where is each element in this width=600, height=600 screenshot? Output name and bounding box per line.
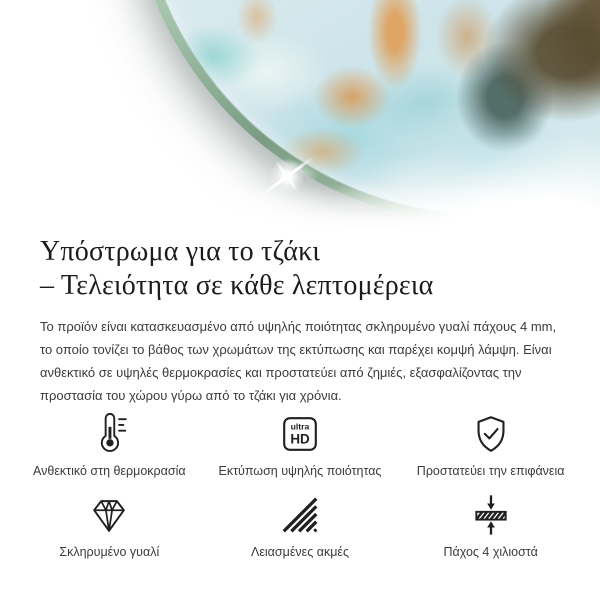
thickness-icon (468, 492, 514, 538)
feature-label: Σκληρυμένο γυαλί (59, 545, 160, 559)
page-title-line1: Υπόστρωμα για το τζάκι (40, 236, 321, 267)
shield-check-icon (468, 411, 514, 457)
product-photo (0, 0, 600, 230)
feature-label: Ανθεκτικό στη θερμοκρασία (33, 464, 186, 478)
page-title (40, 235, 560, 303)
thermometer-icon (86, 411, 132, 457)
description-line: το οποίο τονίζει το βάθος των χρωμάτων της εκτύπωσης και παρέχει κομψή λάμψη. Είναι (40, 342, 552, 357)
feature-temperature (14, 411, 205, 478)
feature-label: Προστατεύει την επιφάνεια (416, 464, 565, 478)
photo-fade-bottom (0, 0, 600, 230)
diamond-icon (86, 492, 132, 538)
description-line: Το προϊόν είναι κατασκευασμένο από υψηλής ποιότητας σκληρυμένο γυαλί πάχους 4 mm, (40, 319, 557, 334)
feature-thickness (395, 492, 586, 559)
page-title-line2: – Τελειότητα σε κάθε λεπτομέρεια (40, 270, 434, 301)
polished-edges-icon (277, 492, 323, 538)
feature-surface-protection (395, 411, 586, 478)
product-description (40, 315, 560, 407)
product-description-section (0, 235, 600, 407)
feature-tempered-glass (14, 492, 205, 559)
ultra-hd-text-top: ultra (290, 421, 310, 432)
ultra-hd-text-bottom: HD (290, 431, 310, 447)
description-line: ανθεκτικό σε υψηλές θερμοκρασίες και προστατεύει από ζημιές, εξασφαλίζοντας την (40, 365, 522, 380)
feature-print-quality (205, 411, 396, 478)
description-line: προστασία του χώρου γύρω από το τζάκι για χρόνια. (40, 388, 342, 403)
feature-label: Λειασμένες ακμές (250, 545, 349, 559)
ultra-hd-icon (277, 411, 323, 457)
feature-label: Εκτύπωση υψηλής ποιότητας (218, 464, 382, 478)
feature-grid (0, 411, 600, 559)
feature-label: Πάχος 4 χιλιοστά (443, 545, 538, 559)
feature-polished-edges (205, 492, 396, 559)
